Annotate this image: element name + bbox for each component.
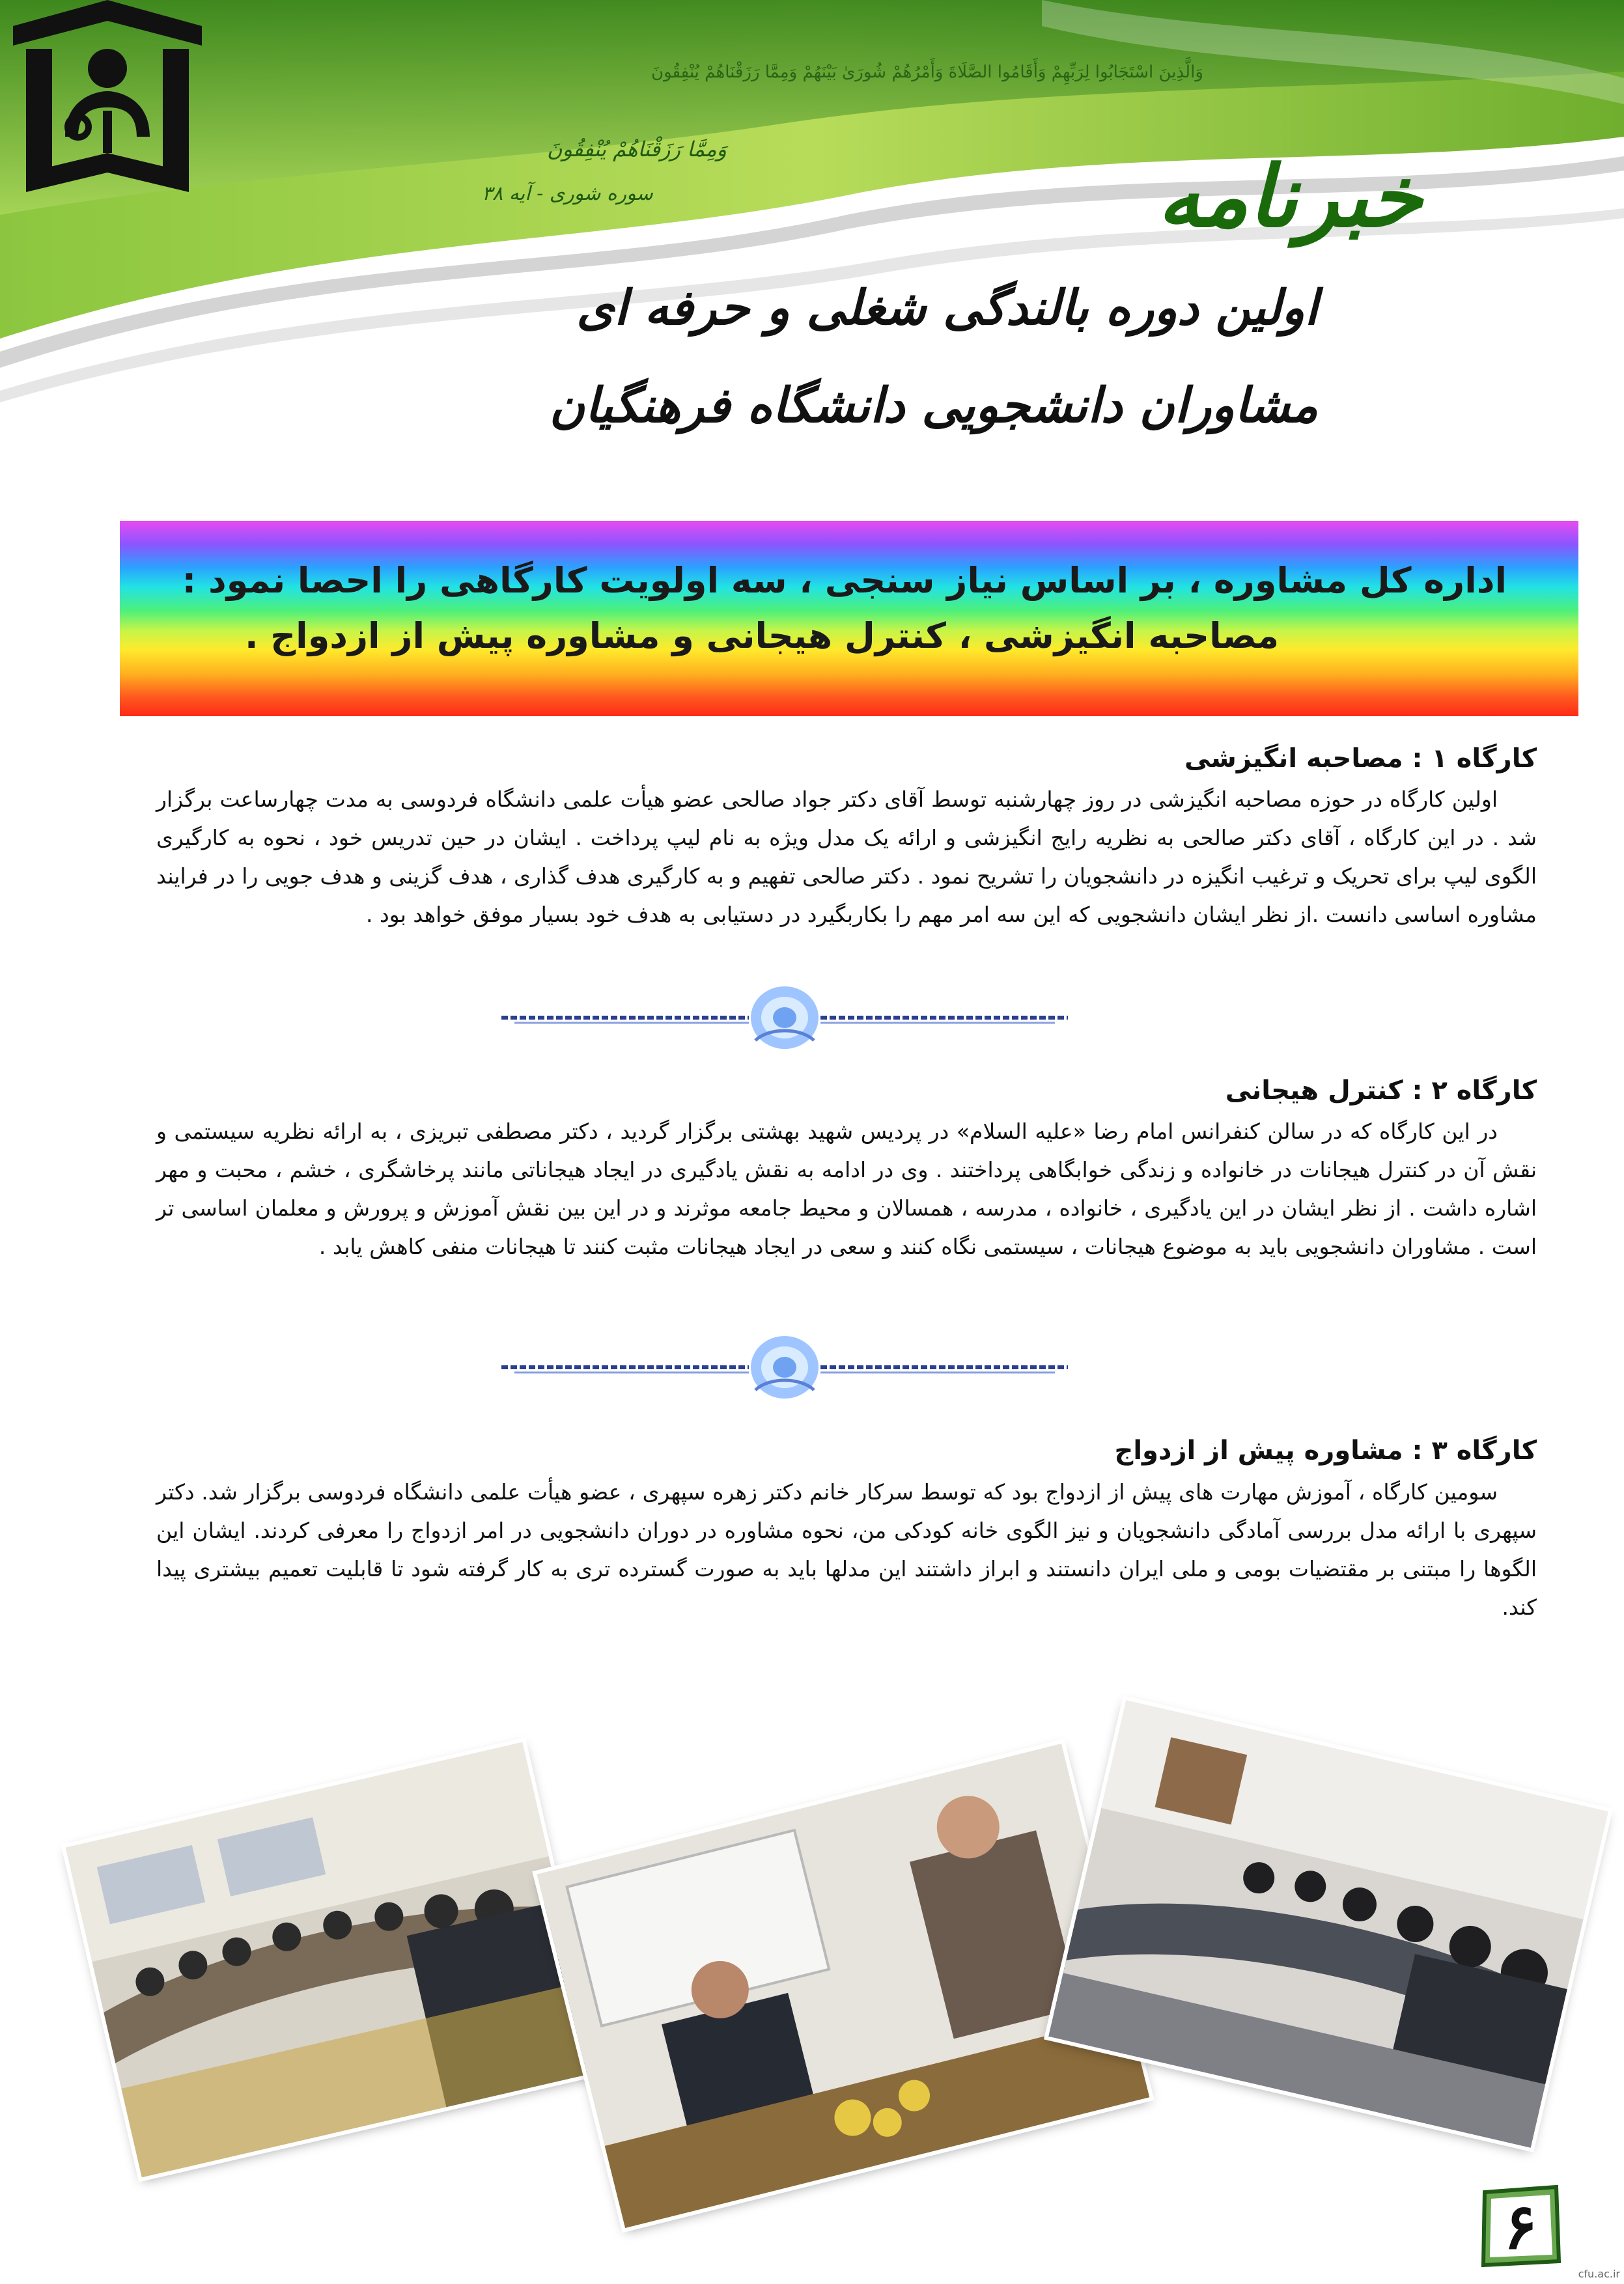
footer-credit: cfu.ac.ir <box>1578 2268 1620 2280</box>
workshop-2-text: در این کارگاه که در سالن کنفرانس امام رضا «علیه السلام» در پردیس شهید بهشتی برگزار گردید ، دکتر مصطفی تبریزی ، به ارائه نظریه سیستمی و نقش آن در کنترل هیجانات در خانواده و زندگی خوابگاهی پرداختند . وی در ادامه به نقش یادگیری در ایجاد هیجاناتی مانند پرخاشگری ، خشم ، محبت و مهر اشاره داشت . از نظر ایشان در این یادگیری ، خانواده ، مدرسه ، همسالان و محیط جامعه موثرند و در این بین نقش آموزش و پرورش و معلمان اساسی تر است . مشاوران دانشجویی باید به موضوع هیجانات ، سیستمی نگاه کنند و سعی در ایجاد هیجانات مثبت کنند تا هیجانات منفی کاهش یابد . <box>156 1119 1537 1259</box>
subtitle-line-1: اولین دوره بالندگی شغلی و حرفه ای <box>576 280 1318 336</box>
speaker-with-microphone-photo <box>537 1744 1150 2228</box>
blue-rose-ornament-icon <box>501 982 1068 1053</box>
blue-rose-ornament-icon <box>501 1331 1068 1403</box>
quran-verse-top: وَالَّذِينَ اسْتَجَابُوا لِرَبِّهِمْ وَأَقَامُوا الصَّلَاةَ وَأَمْرُهُمْ شُورَىٰ بَيْنَهُمْ وَمِمَّا رَزَقْنَاهُمْ يُنْفِقُونَ <box>651 63 1203 82</box>
workshop-1-text: اولین کارگاه در حوزه مصاحبه انگیزشی در روز چهارشنبه توسط آقای دکتر جواد صالحی عضو هیأت علمی دانشگاه فردوسی به مدت چهارساعت برگزار شد . در این کارگاه ، آقای دکتر صالحی به نظریه رایج انگیزشی و ارائه یک مدل ویژه به نام لیپ پرداخت . ایشان در حین تدریس خود ، نحوه به کارگیری الگوی لیپ برای تحریک و ترغیب انگیزه در دانشجویان را تشریح نمود . دکتر صالحی تفهیم و به کارگیری هدف گذاری ، هدف گزینی و هدف جویی را در فرایند مشاوره اساسی دانست .از نظر ایشان دانشجویی که این سه امر مهم را بکاربگیرد در دستیابی به هدف خود بسیار موفق خواهد بود . <box>156 787 1537 927</box>
banner-line-1: اداره کل مشاوره ، بر اساس نیاز سنجی ، سه اولویت کارگاهی را احصا نمود : <box>182 560 1507 601</box>
workshop-3-body <box>156 1473 1537 1626</box>
workshop-2-heading: کارگاه ۲ : کنترل هیجانی <box>1225 1076 1537 1106</box>
subtitle-line-2: مشاوران دانشجویی دانشگاه فرهنگیان <box>549 378 1318 434</box>
workshop-3-heading: کارگاه ۳ : مشاوره پیش از ازدواج <box>1114 1436 1537 1466</box>
quran-verse-reference: سوره شوری - آیه ۳۸ <box>482 182 653 205</box>
newsletter-title: خبرنامه <box>1157 146 1422 246</box>
quran-verse-main: وَمِمَّا رَزَقْنَاهُمْ يُنْفِقُونَ <box>547 137 727 161</box>
page-number: ۶ <box>1504 2190 1537 2263</box>
workshop-1-heading: کارگاه ۱ : مصاحبه انگیزشی <box>1184 744 1537 773</box>
farhangian-university-logo-icon <box>0 0 215 195</box>
header-banner <box>0 0 1624 456</box>
banner-line-2: مصاحبه انگیزشی ، کنترل هیجانی و مشاوره پیش از ازدواج . <box>244 615 1279 656</box>
workshop-1-body <box>156 780 1537 934</box>
workshop-2-body <box>156 1112 1537 1266</box>
workshop-3-text: سومین کارگاه ، آموزش مهارت های پیش از ازدواج بود که توسط سرکار خانم دکتر زهره سپهری ، عضو هیأت علمی دانشگاه فردوسی برگزار شد. دکتر سپهری با ارائه مدل بررسی آمادگی دانشجویان و نیز الگوی خانه کودکی من، نحوه مشاوره در دوران دانشجویی در امر ازدواج را معرفی کردند. ایشان این الگوها را مبتنی بر مقتضیات بومی و ملی ایران دانستند و ابراز داشتند این مدلها باید به صورت گسترده تری به کار گرفته شود تا قابلیت تعمیم بیشتری پیدا کند. <box>156 1479 1537 1620</box>
conference-hall-photo <box>66 1742 599 2178</box>
